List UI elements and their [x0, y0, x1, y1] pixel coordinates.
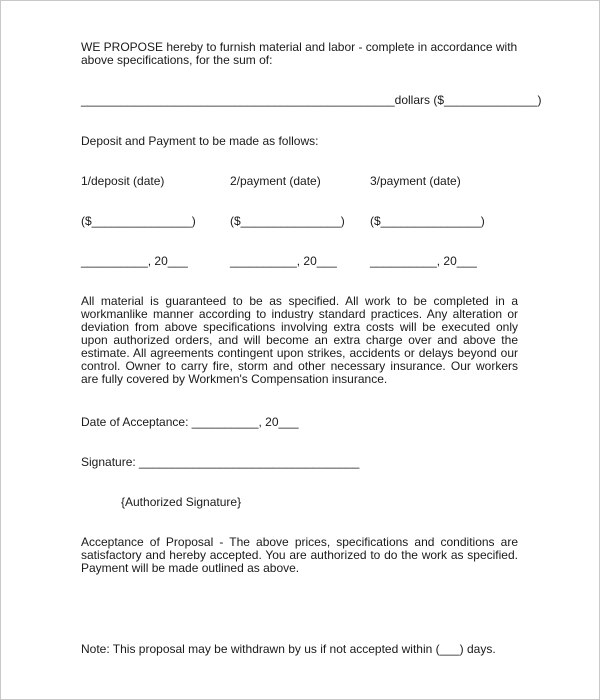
payment-heading: Deposit and Payment to be made as follows: [81, 134, 319, 148]
payment-2-date-label: 2/payment (date) [230, 174, 321, 188]
deposit-date-blank: __________, 20___ [81, 254, 188, 268]
payment-3-date-label: 3/payment (date) [370, 174, 461, 188]
deposit-amount-blank: ($_______________) [81, 214, 196, 228]
payment-3-amount-blank: ($_______________) [370, 214, 485, 228]
signature-line: Signature: _________________________________ [81, 455, 360, 469]
authorized-signature-caption: {Authorized Signature} [121, 495, 242, 509]
proposal-intro-paragraph: WE PROPOSE hereby to furnish material and labor - complete in accordance with above specifications, for the sum of: [81, 40, 518, 67]
acceptance-paragraph: Acceptance of Proposal - The above prices, specifications and conditions are satisfactory and hereby accepted. You are authorized to do the work as specified. Payment will be made outlined as above. [81, 535, 518, 575]
withdrawal-note: Note: This proposal may be withdrawn by us if not accepted within (___) days. [81, 642, 496, 656]
sum-blank-line: _______________________________________________dollars ($______________) [81, 93, 542, 107]
deposit-date-label: 1/deposit (date) [81, 174, 165, 188]
payment-2-date-blank: __________, 20___ [230, 254, 337, 268]
payment-3-date-blank: __________, 20___ [370, 254, 477, 268]
guarantee-paragraph: All material is guaranteed to be as specified. All work to be completed in a workmanlike manner according to industry standard practices. Any alteration or deviation from above specifications involving extra costs will be executed only upon authorized orders, and will become an extra charge over and above the estimate. All agreements contingent upon strikes, accidents or delays beyond our control. Owner to carry fire, storm and other necessary insurance. Our workers are fully covered by Workmen's Compensation insurance. [81, 294, 518, 386]
date-of-acceptance-line: Date of Acceptance: __________, 20___ [81, 415, 299, 429]
payment-2-amount-blank: ($_______________) [230, 214, 345, 228]
